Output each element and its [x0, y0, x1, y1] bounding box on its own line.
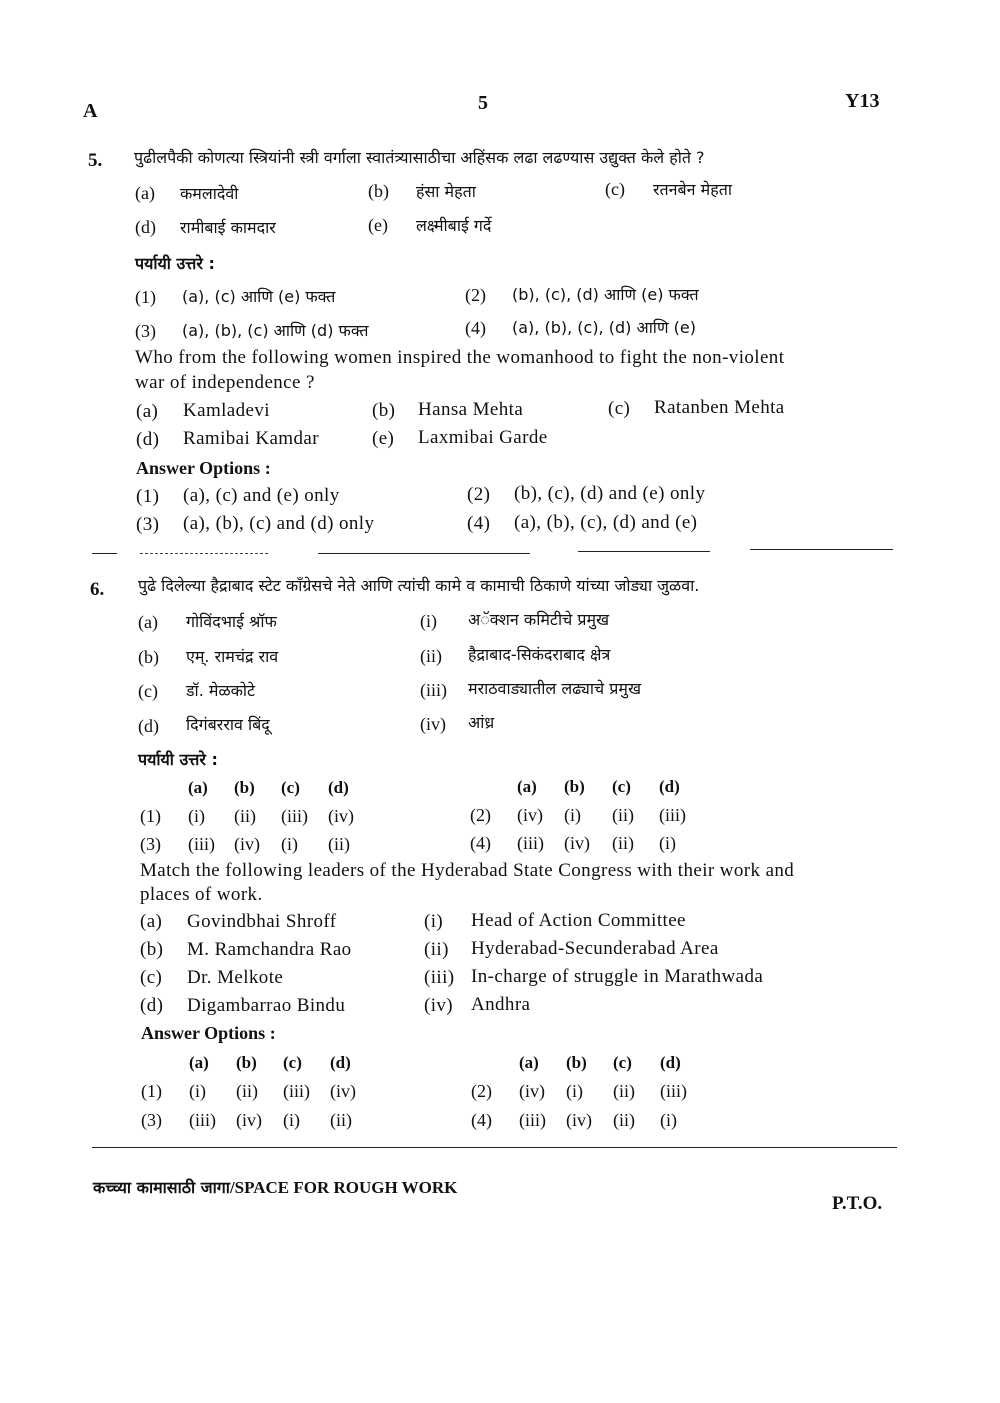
q6-mr-right-text: आंध्र — [468, 713, 495, 732]
q6-option-value: (iii) — [283, 1081, 310, 1101]
q6-col-head: (b) — [234, 778, 255, 797]
q5-en-answer-text: (b), (c), (d) and (e) only — [514, 483, 706, 504]
q6-option-key: (1) — [140, 806, 161, 826]
q6-mr-answer-heading: पर्यायी उत्तरे : — [138, 750, 218, 769]
q6-option-key: (4) — [471, 1110, 492, 1130]
q5-en-item-text: Hansa Mehta — [418, 399, 524, 420]
q6-option-value: (i) — [660, 1110, 677, 1130]
question-6-number: 6. — [90, 579, 105, 600]
q5-en-answer-key: (4) — [467, 513, 491, 534]
q6-option-value: (i) — [283, 1110, 300, 1130]
q5-en-item-key: (c) — [608, 398, 631, 419]
q6-en-right-text: In-charge of struggle in Marathwada — [471, 966, 764, 987]
q6-option-value: (i) — [659, 833, 676, 853]
q5-mr-answer-text: (a), (c) आणि (e) फक्त — [182, 287, 336, 306]
rough-work-label — [93, 1176, 457, 1198]
q6-option-value: (iv) — [234, 834, 260, 854]
q6-option-value: (ii) — [613, 1081, 635, 1101]
q6-en-right-key: (iii) — [424, 967, 455, 988]
q5-en-item-key: (a) — [136, 401, 159, 422]
q6-option-key: (2) — [470, 805, 491, 825]
q5-mr-item-text: कमलादेवी — [180, 184, 239, 203]
q5-mr-answer-text: (a), (b), (c) आणि (d) फक्त — [182, 321, 369, 340]
question-5-text-en-line2: war of independence ? — [135, 372, 315, 393]
q5-en-item-text: Kamladevi — [183, 400, 270, 421]
q5-mr-item-key: (b) — [368, 181, 389, 201]
q5-en-answer-key: (2) — [467, 484, 491, 505]
q5-mr-item-key: (e) — [368, 215, 388, 235]
q5-en-item-key: (b) — [372, 400, 396, 421]
q5-mr-item-text: लक्ष्मीबाई गर्दे — [416, 216, 492, 235]
separator-segment — [578, 551, 710, 552]
q6-en-left-text: Govindbhai Shroff — [187, 911, 337, 932]
q6-col-head: (a) — [519, 1053, 539, 1072]
q5-mr-item-text: रामीबाई कामदार — [180, 218, 276, 237]
separator-segment — [318, 553, 530, 554]
q6-option-key: (4) — [470, 833, 491, 853]
booklet-code: Y13 — [845, 90, 880, 112]
question-5-number: 5. — [88, 150, 103, 171]
q6-en-right-key: (iv) — [424, 995, 454, 1016]
q6-mr-left-key: (c) — [138, 681, 158, 701]
question-6-text-en-line2: places of work. — [140, 884, 263, 905]
q6-en-left-key: (b) — [140, 939, 164, 960]
q5-en-answer-heading: Answer Options : — [136, 458, 271, 478]
q6-option-value: (iv) — [564, 833, 590, 853]
q6-col-head: (a) — [189, 1053, 209, 1072]
q6-mr-left-key: (a) — [138, 612, 158, 632]
q5-en-answer-key: (1) — [136, 486, 160, 507]
question-6-text-mr: पुढे दिलेल्या हैद्राबाद स्टेट कॉंग्रेसचे नेते आणि त्यांची कामे व कामाची ठिकाणे यांच्या जोड्या जुळवा. — [138, 576, 700, 595]
q6-mr-left-text: गोविंदभाई श्रॉफ — [186, 612, 277, 631]
q6-col-head: (d) — [660, 1053, 681, 1072]
q6-mr-left-key: (b) — [138, 647, 159, 667]
q5-en-item-text: Ramibai Kamdar — [183, 428, 319, 449]
q6-option-value: (iv) — [328, 806, 354, 826]
q6-col-head: (a) — [188, 778, 208, 797]
q5-en-answer-text: (a), (b), (c), (d) and (e) — [514, 512, 698, 533]
q5-en-item-text: Laxmibai Garde — [418, 427, 548, 448]
q5-mr-item-text: रतनबेन मेहता — [653, 180, 732, 199]
q6-en-left-text: Dr. Melkote — [187, 967, 284, 988]
q6-en-left-text: Digambarrao Bindu — [187, 995, 346, 1016]
q6-mr-left-key: (d) — [138, 716, 159, 736]
page-number: 5 — [478, 92, 488, 114]
q6-col-head: (d) — [328, 778, 349, 797]
q6-mr-right-key: (i) — [420, 611, 437, 631]
q5-mr-answer-key: (4) — [465, 318, 486, 338]
q6-en-right-key: (ii) — [424, 939, 449, 960]
q6-option-value: (i) — [564, 805, 581, 825]
q5-mr-item-key: (a) — [135, 183, 155, 203]
q6-mr-right-key: (iv) — [420, 714, 446, 734]
separator-segment — [140, 553, 268, 554]
q5-mr-item-key: (c) — [605, 179, 625, 199]
q6-option-value: (i) — [188, 806, 205, 826]
q6-option-value: (iii) — [659, 805, 686, 825]
q6-col-head: (b) — [566, 1053, 587, 1072]
q6-en-right-text: Andhra — [471, 994, 531, 1015]
q5-en-item-key: (d) — [136, 429, 160, 450]
q6-option-value: (ii) — [613, 1110, 635, 1130]
q6-option-value: (iii) — [188, 834, 215, 854]
q6-en-left-key: (c) — [140, 967, 163, 988]
q6-option-key: (1) — [141, 1081, 162, 1101]
q6-en-left-key: (d) — [140, 995, 164, 1016]
q6-option-key: (2) — [471, 1081, 492, 1101]
q6-option-value: (iii) — [660, 1081, 687, 1101]
q6-mr-left-text: दिगंबरराव बिंदू — [186, 715, 270, 734]
q6-option-value: (i) — [566, 1081, 583, 1101]
q6-option-value: (ii) — [612, 805, 634, 825]
q6-col-head: (d) — [330, 1053, 351, 1072]
separator-segment — [92, 553, 117, 554]
q6-option-value: (ii) — [330, 1110, 352, 1130]
q5-mr-answer-key: (3) — [135, 321, 156, 341]
q6-option-value: (iii) — [519, 1110, 546, 1130]
q6-en-left-text: M. Ramchandra Rao — [187, 939, 352, 960]
q6-option-value: (ii) — [328, 834, 350, 854]
q6-mr-right-text: अॅक्शन कमिटीचे प्रमुख — [468, 610, 610, 629]
please-turn-over: P.T.O. — [832, 1193, 883, 1214]
q6-col-head: (b) — [236, 1053, 257, 1072]
q6-en-answer-heading: Answer Options : — [141, 1023, 276, 1043]
question-5-text-mr: पुढीलपैकी कोणत्या स्त्रियांनी स्त्री वर्गाला स्वातंत्र्यासाठीचा अहिंसक लढा लढण्यास उद्युक्त केले होते ? — [134, 148, 705, 167]
q6-col-head: (c) — [283, 1053, 302, 1072]
q6-option-value: (iii) — [189, 1110, 216, 1130]
q6-mr-left-text: एम्. रामचंद्र राव — [186, 647, 279, 666]
q6-option-value: (iv) — [517, 805, 543, 825]
q6-mr-right-text: मराठवाड्यातील लढ्याचे प्रमुख — [468, 679, 642, 698]
q6-option-value: (iv) — [566, 1110, 592, 1130]
q5-mr-item-key: (d) — [135, 217, 156, 237]
q6-col-head: (c) — [612, 777, 631, 796]
q6-mr-right-text: हैद्राबाद-सिकंदराबाद क्षेत्र — [468, 645, 611, 664]
q6-col-head: (c) — [281, 778, 300, 797]
q6-mr-right-key: (ii) — [420, 646, 442, 666]
q5-en-answer-text: (a), (c) and (e) only — [183, 485, 340, 506]
q6-option-key: (3) — [140, 834, 161, 854]
q6-col-head: (a) — [517, 777, 537, 796]
q6-option-key: (3) — [141, 1110, 162, 1130]
q6-option-value: (ii) — [236, 1081, 258, 1101]
separator-segment — [750, 549, 893, 550]
q6-col-head: (c) — [613, 1053, 632, 1072]
question-6-text-en-line1: Match the following leaders of the Hyderabad State Congress with their work and — [140, 860, 795, 881]
q5-mr-answer-text: (b), (c), (d) आणि (e) फक्त — [512, 285, 699, 304]
q6-option-value: (iii) — [517, 833, 544, 853]
rough-work-label-en: /SPACE FOR ROUGH WORK — [229, 1178, 458, 1197]
q6-option-value: (iv) — [236, 1110, 262, 1130]
q6-en-right-text: Head of Action Committee — [471, 910, 686, 931]
q6-option-value: (i) — [281, 834, 298, 854]
bottom-separator — [92, 1147, 897, 1148]
q6-en-right-text: Hyderabad-Secunderabad Area — [471, 938, 719, 959]
question-5-text-en-line1: Who from the following women inspired the womanhood to fight the non-violent — [135, 347, 785, 368]
q5-en-answer-text: (a), (b), (c) and (d) only — [183, 513, 375, 534]
q6-mr-right-key: (iii) — [420, 680, 447, 700]
q6-col-head: (d) — [659, 777, 680, 796]
q5-mr-answer-text: (a), (b), (c), (d) आणि (e) — [512, 318, 696, 337]
q6-mr-left-text: डॉ. मेळकोटे — [186, 681, 256, 700]
q6-option-value: (ii) — [234, 806, 256, 826]
q5-en-item-key: (e) — [372, 428, 395, 449]
q6-option-value: (iv) — [519, 1081, 545, 1101]
rough-work-label-mr: कच्च्या कामासाठी जागा — [93, 1178, 230, 1197]
q5-en-answer-key: (3) — [136, 514, 160, 535]
q5-mr-answer-key: (1) — [135, 287, 156, 307]
q6-option-value: (iv) — [330, 1081, 356, 1101]
set-label: A — [83, 100, 98, 122]
q6-option-value: (ii) — [612, 833, 634, 853]
q6-col-head: (b) — [564, 777, 585, 796]
q6-en-left-key: (a) — [140, 911, 163, 932]
q6-option-value: (iii) — [281, 806, 308, 826]
q5-mr-item-text: हंसा मेहता — [416, 182, 476, 201]
q5-mr-answer-key: (2) — [465, 285, 486, 305]
q5-mr-answer-heading: पर्यायी उत्तरे : — [135, 254, 215, 273]
q5-en-item-text: Ratanben Mehta — [654, 397, 785, 418]
q6-option-value: (i) — [189, 1081, 206, 1101]
q6-en-right-key: (i) — [424, 911, 444, 932]
